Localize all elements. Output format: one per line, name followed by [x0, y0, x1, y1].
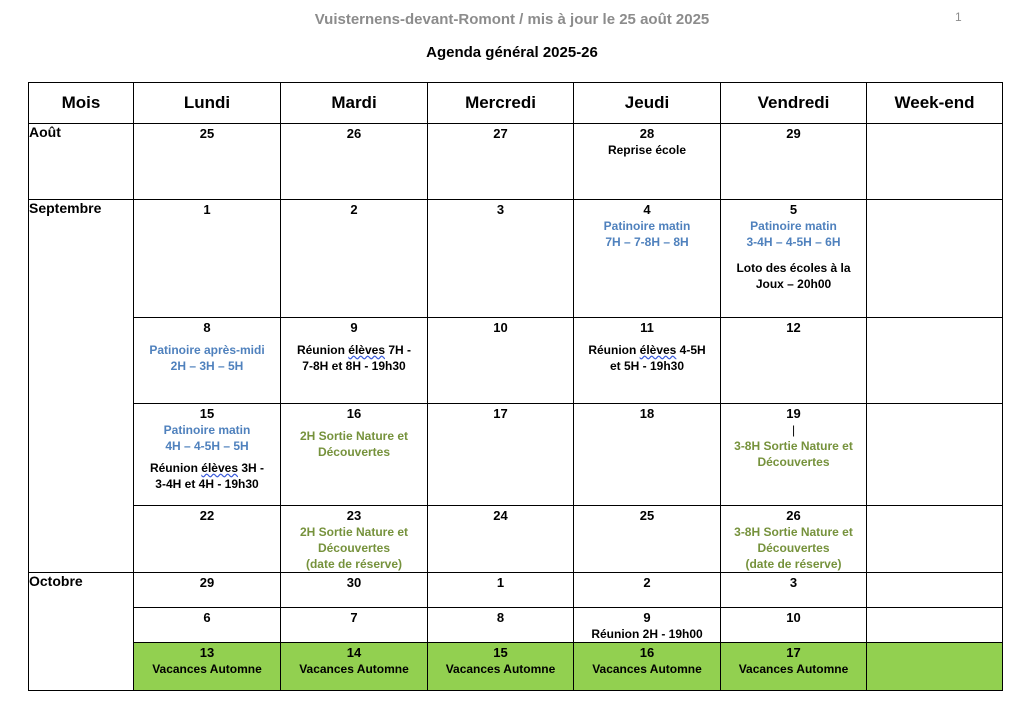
day-cell [134, 608, 281, 643]
day-cell [574, 573, 721, 608]
event-fragment: Réunion [588, 343, 640, 357]
day-cell [134, 318, 281, 404]
event-text: 7H – 7-8H – 8H [605, 235, 689, 249]
event-fragment: 7H - [385, 343, 412, 357]
event-text: Réunion 2H - 19h00 [591, 627, 703, 641]
event-text: Patinoire matin [750, 219, 837, 233]
week-row [29, 573, 1003, 608]
col-header-mercredi: Mercredi [428, 83, 574, 124]
week-row [29, 608, 1003, 643]
event-text: 4H – 4-5H – 5H [165, 439, 249, 453]
day-cell [574, 643, 721, 691]
day-cell [134, 506, 281, 573]
event-text: 2H Sortie Nature et [299, 525, 409, 539]
event-fragment: 3H - [238, 461, 265, 475]
event-text: 3-8H Sortie Nature et [734, 439, 853, 453]
month-label-octobre: Octobre [29, 573, 134, 691]
day-number: 8 [203, 320, 211, 335]
day-cell [574, 506, 721, 573]
event-text: 2H – 3H – 5H [170, 359, 244, 373]
weekend-cell [867, 608, 1003, 643]
day-cell [574, 608, 721, 643]
week-row [29, 124, 1003, 200]
day-number: 10 [493, 320, 508, 335]
event-fragment: Réunion [296, 343, 349, 357]
event-text [134, 460, 280, 476]
day-number: 2 [350, 202, 358, 217]
day-number: 24 [493, 508, 508, 523]
event-text: (date de réserve) [305, 557, 403, 571]
weekend-cell [867, 124, 1003, 200]
event-text: Vacances Automne [299, 662, 409, 676]
weekend-cell [867, 318, 1003, 404]
event-fragment: 4-5H [676, 343, 706, 357]
page-title: Agenda général 2025-26 [426, 44, 598, 61]
day-number: 16 [346, 406, 362, 421]
day-cell [428, 318, 574, 404]
day-cell [428, 200, 574, 318]
day-number: 1 [496, 575, 505, 590]
day-cell [721, 404, 867, 506]
day-cell [281, 200, 428, 318]
day-number: 8 [496, 610, 505, 625]
col-header-jeudi: Jeudi [574, 83, 721, 124]
day-number: 17 [493, 406, 508, 421]
day-number: 13 [199, 645, 215, 660]
col-header-mardi: Mardi [281, 83, 428, 124]
day-number: 9 [350, 320, 358, 335]
day-cell [721, 573, 867, 608]
day-cell [428, 608, 574, 643]
col-header-week-end: Week-end [867, 83, 1003, 124]
day-number: 23 [346, 508, 362, 523]
day-cell [721, 124, 867, 200]
day-number: 12 [786, 320, 801, 335]
day-cell [281, 124, 428, 200]
weekend-cell [867, 506, 1003, 573]
day-cell [428, 643, 574, 691]
day-number: 30 [346, 575, 362, 590]
day-number: 15 [199, 406, 215, 421]
day-cell [134, 573, 281, 608]
week-row [29, 318, 1003, 404]
day-number: 6 [203, 610, 211, 625]
day-cell [281, 318, 428, 404]
event-fragment: Réunion [149, 461, 202, 475]
day-number: 17 [786, 645, 801, 660]
event-text: Découvertes [317, 445, 391, 459]
event-text: Vacances Automne [152, 662, 262, 676]
day-cell [574, 200, 721, 318]
day-cell [574, 318, 721, 404]
day-cell [428, 124, 574, 200]
event-text: Patinoire après-midi [149, 343, 265, 357]
day-cell [281, 404, 428, 506]
event-text: Vacances Automne [445, 662, 556, 676]
page-number: 1 [955, 10, 962, 24]
agenda-table [28, 82, 1003, 691]
event-text: Patinoire matin [603, 219, 691, 233]
day-cell [721, 318, 867, 404]
weekend-cell [867, 404, 1003, 506]
day-cell [134, 200, 281, 318]
event-text: Découvertes [757, 541, 830, 555]
day-cell [721, 643, 867, 691]
day-number: 26 [786, 508, 801, 523]
event-text: Vacances Automne [738, 662, 849, 676]
header-row [29, 83, 1003, 124]
col-header-mois: Mois [29, 83, 134, 124]
day-number: 22 [199, 508, 215, 523]
event-text: et 5H - 19h30 [609, 359, 685, 373]
day-number: 29 [786, 126, 801, 141]
col-header-lundi: Lundi [134, 83, 281, 124]
day-cell [281, 643, 428, 691]
event-text: 3-8H Sortie Nature et [734, 525, 853, 539]
day-cell [281, 506, 428, 573]
day-number: 3 [496, 202, 505, 217]
day-number: 15 [493, 645, 508, 660]
day-number: 1 [203, 202, 211, 217]
day-cell [281, 608, 428, 643]
day-number: 4 [643, 202, 651, 217]
month-label-aout: Août [29, 124, 134, 200]
event-text: Découvertes [317, 541, 391, 555]
week-row [29, 404, 1003, 506]
day-number: 9 [643, 610, 651, 625]
day-cell [721, 200, 867, 318]
weekend-cell [867, 643, 1003, 691]
event-text: 3-4H et 4H - 19h30 [155, 477, 259, 491]
day-cell [281, 573, 428, 608]
event-text: Patinoire matin [163, 423, 251, 437]
day-cell [134, 404, 281, 506]
document-header: Vuisternens-devant-Romont / mis à jour le 25 août 2025 [314, 11, 710, 28]
event-text: Vacances Automne [592, 662, 702, 676]
day-cell [574, 124, 721, 200]
week-row-vacation [29, 643, 1003, 691]
weekend-cell [867, 200, 1003, 318]
day-number: 10 [786, 610, 801, 625]
day-cell [721, 506, 867, 573]
day-number: 11 [640, 320, 654, 335]
event-fragment: élèves [639, 343, 677, 357]
day-number: 14 [346, 645, 362, 660]
col-header-vendredi: Vendredi [721, 83, 867, 124]
day-cell [721, 608, 867, 643]
event-text: Découvertes [757, 455, 830, 469]
day-cell [428, 506, 574, 573]
event-text: 2H Sortie Nature et [299, 429, 409, 443]
event-text [574, 342, 720, 358]
week-row [29, 200, 1003, 318]
day-number: 5 [789, 202, 798, 217]
event-fragment: élèves [348, 343, 385, 357]
day-cell [134, 643, 281, 691]
day-number: 25 [199, 126, 215, 141]
event-text: (date de réserve) [745, 557, 842, 571]
event-text: Reprise école [607, 143, 687, 157]
day-number: 28 [639, 126, 655, 141]
weekend-cell [867, 573, 1003, 608]
event-text: 7-8H et 8H - 19h30 [302, 359, 406, 373]
day-number: 7 [350, 610, 358, 625]
day-number: 3 [789, 575, 798, 590]
event-text: Joux – 20h00 [755, 277, 832, 291]
event-fragment: élèves [201, 461, 238, 475]
bar-mark: | [791, 423, 796, 437]
day-number: 18 [639, 406, 655, 421]
event-text: Loto des écoles à la [736, 261, 851, 275]
day-cell [428, 404, 574, 506]
day-number: 25 [639, 508, 655, 523]
spacer [721, 250, 866, 260]
day-number: 19 [786, 406, 801, 421]
day-number: 2 [643, 575, 651, 590]
day-cell [428, 573, 574, 608]
month-label-septembre: Septembre [29, 200, 134, 573]
event-text: 3-4H – 4-5H – 6H [746, 235, 841, 249]
event-text [281, 342, 427, 358]
day-cell [574, 404, 721, 506]
day-number: 29 [199, 575, 215, 590]
week-row [29, 506, 1003, 573]
day-number: 27 [493, 126, 508, 141]
day-number: 26 [346, 126, 362, 141]
day-number: 16 [639, 645, 655, 660]
day-cell [134, 124, 281, 200]
